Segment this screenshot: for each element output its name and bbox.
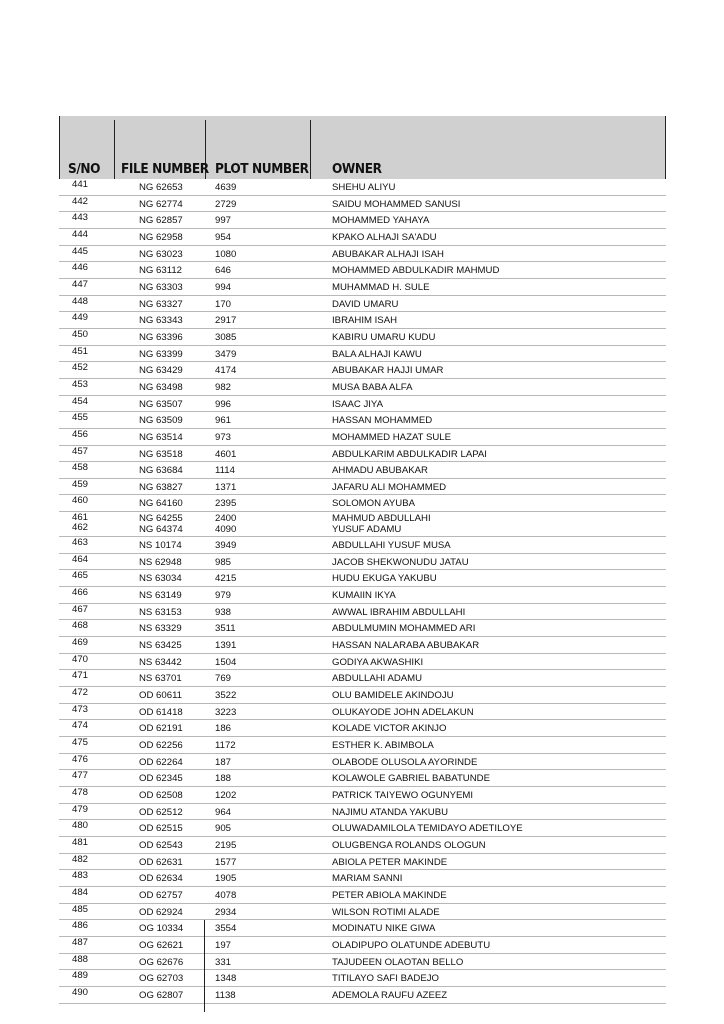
table-row [59,904,666,921]
table-row [59,887,666,904]
sno-cell: 479 [72,803,89,815]
plot-number-cell: 4090 [215,524,237,536]
plot-number-cell: 1391 [215,640,237,652]
plot-number-cell: 3479 [215,348,237,360]
sno-cell: 463 [72,537,89,549]
plot-number-cell: 1371 [215,481,237,493]
file-number-cell: NG 64160 [139,498,183,510]
table-row [59,495,666,512]
owner-cell: MUSA BABA ALFA [332,381,413,393]
owner-cell: MOHAMMED HAZAT SULE [332,431,452,443]
file-number-cell: NG 63509 [139,415,183,427]
file-number-cell: NG 63396 [139,331,183,343]
sno-cell: 455 [72,412,89,424]
owner-cell: PATRICK TAIYEWO OGUNYEMI [332,789,474,801]
file-number-cell: NS 63442 [139,656,182,668]
plot-number-cell: 1080 [215,248,237,260]
owner-cell: OLUKAYODE JOHN ADELAKUN [332,706,474,718]
owner-cell: ISAAC JIYA [332,398,384,410]
owner-cell: MOHAMMED YAHAYA [332,215,430,227]
header-left-border [59,116,60,179]
table-row [59,429,666,446]
sno-cell: 469 [72,637,89,649]
plot-number-cell: 1138 [215,989,236,1001]
sno-cell: 472 [72,687,89,699]
sno-cell: 445 [72,245,89,257]
plot-number-cell: 996 [215,398,232,410]
sno-cell: 452 [72,362,89,374]
file-number-cell: OD 62256 [139,740,183,751]
header-right-border [665,116,666,179]
table-row [59,620,666,637]
table-row [59,670,666,687]
owner-cell: SAIDU MOHAMMED SANUSI [332,198,461,210]
table-row [59,970,666,987]
table-row [59,920,666,937]
plot-number-cell: 3522 [215,690,237,702]
owner-cell: GODIYA AKWASHIKI [332,656,424,668]
sno-cell: 480 [72,820,89,832]
table-row [59,587,666,604]
table-row [59,412,666,429]
plot-number-cell: 1202 [215,789,237,801]
table-row [59,362,666,379]
plot-number-cell: 2729 [215,198,237,210]
file-number-cell: OD 62512 [139,806,183,818]
file-number-cell: OG 62676 [139,956,184,968]
owner-cell: ESTHER K. ABIMBOLA [332,740,434,751]
table-row [59,820,666,837]
table-header [59,116,666,179]
plot-number-cell: 905 [215,823,232,835]
table-row [59,704,666,721]
plot-number-cell: 1114 [215,465,235,477]
file-number-cell: OD 62757 [139,889,183,901]
table-row [59,479,666,496]
sno-cell: 481 [72,836,89,848]
file-number-cell: NS 63149 [139,590,182,602]
plot-number-cell: 2934 [215,906,237,918]
sno-cell: 473 [72,703,89,715]
file-number-cell: OD 62924 [139,906,183,918]
sno-cell: 468 [72,620,89,632]
plot-number-cell: 979 [215,590,232,602]
sno-cell: 475 [72,737,89,748]
plot-number-cell: 197 [215,939,232,951]
plot-number-cell: 973 [215,431,232,443]
file-number-cell: OG 62621 [139,939,184,951]
owner-cell: ABDULLAHI YUSUF MUSA [332,540,451,552]
plot-number-cell: 3085 [215,331,237,343]
owner-cell: OLUGBENGA ROLANDS OLOGUN [332,839,486,851]
owner-cell: OLADIPUPO OLATUNDE ADEBUTU [332,939,491,951]
table-row [59,329,666,346]
owner-cell: YUSUF ADAMU [332,524,402,536]
owner-cell: DAVID UMARU [332,298,399,310]
file-number-cell: NG 62774 [139,198,183,210]
sno-cell: 447 [72,278,89,290]
owner-cell: ABUBAKAR HAJJI UMAR [332,365,444,377]
file-number-cell: NG 63498 [139,381,183,393]
table-row [59,687,666,704]
file-number-cell: NS 10174 [139,540,182,552]
column-rule [204,920,205,1012]
plot-number-cell: 1905 [215,873,237,885]
table-row [59,179,666,196]
owner-cell: MUHAMMAD H. SULE [332,281,430,293]
file-number-cell: NG 63327 [139,298,183,310]
sno-cell: 485 [72,903,89,915]
sno-cell: 471 [72,670,89,682]
table-row [59,570,666,587]
owner-cell: ABDULKARIM ABDULKADIR LAPAI [332,448,487,460]
plot-number-cell: 2917 [215,315,237,327]
owner-cell: MODINATU NIKE GIWA [332,923,436,935]
sno-cell: 482 [72,853,89,865]
sno-cell: 464 [72,553,89,565]
file-number-cell: OD 62634 [139,873,183,885]
owner-cell: ABDULMUMIN MOHAMMED ARI [332,623,476,635]
plot-number-cell: 1504 [215,656,237,668]
file-number-cell: NG 62653 [139,182,183,193]
table-row-double [59,512,666,537]
owner-cell: ABDULLAHI ADAMU [332,673,423,685]
sno-cell: 456 [72,428,89,440]
plot-number-cell: 2400 [215,513,237,525]
header-file-number: FILE NUMBER [121,161,209,177]
owner-cell: NAJIMU ATANDA YAKUBU [332,806,449,818]
file-number-cell: OD 61418 [139,706,183,718]
owner-cell: SHEHU ALIYU [332,182,396,193]
sno-cell: 474 [72,720,89,732]
sno-cell: 442 [72,195,89,207]
plot-number-cell: 646 [215,265,232,277]
file-number-cell: OD 62515 [139,823,183,835]
sno-cell: 466 [72,587,89,599]
owner-cell: KOLADE VICTOR AKINJO [332,723,447,735]
table-row [59,854,666,871]
plot-number-cell: 187 [215,756,232,768]
plot-number-cell: 3554 [215,923,237,935]
sno-cell: 446 [72,262,89,274]
sno-cell: 449 [72,312,89,324]
plot-number-cell: 769 [215,673,232,685]
sno-cell: 444 [72,228,89,240]
owner-cell: KPAKO ALHAJI SA'ADU [332,231,437,243]
table-row [59,537,666,554]
plot-number-cell: 938 [215,606,232,618]
sno-cell: 448 [72,295,89,307]
table-row [59,737,666,754]
table-row [59,654,666,671]
owner-cell: OLABODE OLUSOLA AYORINDE [332,756,478,768]
plot-number-cell: 3949 [215,540,237,552]
table-row [59,212,666,229]
file-number-cell: OG 62807 [139,989,184,1001]
records-table [59,116,666,1004]
plot-number-cell: 4078 [215,889,237,901]
owner-cell: OLUWADAMILOLA TEMIDAYO ADETILOYE [332,823,523,835]
owner-cell: OLU BAMIDELE AKINDOJU [332,690,454,702]
header-divider [310,120,311,179]
file-number-cell: NS 63425 [139,640,182,652]
file-number-cell: NG 64255 [139,513,183,525]
owner-cell: MAHMUD ABDULLAHI [332,513,431,525]
header-plot-number: PLOT NUMBER [215,161,309,177]
owner-cell: HASSAN MOHAMMED [332,415,433,427]
sno-cell: 458 [72,462,89,474]
table-row [59,754,666,771]
sno-cell: 477 [72,770,89,782]
table-row [59,870,666,887]
file-number-cell: NG 63399 [139,348,183,360]
table-row [59,554,666,571]
sno-cell: 454 [72,395,89,407]
table-row [59,837,666,854]
plot-number-cell: 997 [215,215,232,227]
plot-number-cell: 961 [215,415,232,427]
sno-cell: 484 [72,886,89,898]
file-number-cell: NG 63303 [139,281,183,293]
plot-number-cell: 985 [215,556,232,568]
owner-cell: BALA ALHAJI KAWU [332,348,422,360]
owner-cell: KOLAWOLE GABRIEL BABATUNDE [332,773,490,785]
plot-number-cell: 964 [215,806,232,818]
file-number-cell: NG 63112 [139,265,183,277]
table-row [59,787,666,804]
plot-number-cell: 1577 [215,856,237,868]
sno-cell: 465 [72,570,89,582]
plot-number-cell: 954 [215,231,232,243]
owner-cell: HASSAN NALARABA ABUBAKAR [332,640,480,652]
sno-cell: 470 [72,653,89,665]
sno-cell: 478 [72,786,89,798]
plot-number-cell: 170 [215,298,232,310]
table-row [59,346,666,363]
owner-cell: TAJUDEEN OLAOTAN BELLO [332,956,464,968]
table-row [59,446,666,463]
owner-cell: ABUBAKAR ALHAJI ISAH [332,248,444,260]
table-row [59,462,666,479]
table-row [59,987,666,1004]
plot-number-cell: 1172 [215,740,236,751]
owner-cell: AHMADU ABUBAKAR [332,465,428,477]
owner-cell: MARIAM SANNI [332,873,403,885]
file-number-cell: NG 63429 [139,365,183,377]
plot-number-cell: 1348 [215,973,237,985]
file-number-cell: NG 63507 [139,398,183,410]
sno-cell: 443 [72,212,89,224]
owner-cell: PETER ABIOLA MAKINDE [332,889,447,901]
file-number-cell: NG 62958 [139,231,183,243]
sno-cell: 486 [72,920,89,932]
sno-cell: 457 [72,445,89,457]
file-number-cell: NS 63153 [139,606,182,618]
file-number-cell: NS 62948 [139,556,182,568]
table-row [59,296,666,313]
file-number-cell: NG 63514 [139,431,183,443]
owner-cell: WILSON ROTIMI ALADE [332,906,440,918]
table-row [59,770,666,787]
sno-cell: 450 [72,328,89,340]
table-row [59,229,666,246]
owner-cell: TITILAYO SAFI BADEJO [332,973,439,985]
file-number-cell: OD 62508 [139,789,183,801]
file-number-cell: NG 63827 [139,481,183,493]
plot-number-cell: 3223 [215,706,237,718]
file-number-cell: NS 63329 [139,623,182,635]
file-number-cell: OD 60611 [139,690,183,702]
owner-cell: ADEMOLA RAUFU AZEEZ [332,989,448,1001]
file-number-cell: NS 63701 [139,673,182,685]
header-sno: S/NO [68,161,101,177]
owner-cell: KUMAIIN IKYA [332,590,396,602]
sno-cell: 462 [72,522,89,534]
table-row [59,262,666,279]
owner-cell: JACOB SHEKWONUDU JATAU [332,556,469,568]
file-number-cell: NG 64374 [139,524,183,536]
table-row [59,196,666,213]
plot-number-cell: 3511 [215,623,236,635]
file-number-cell: NG 63684 [139,465,183,477]
table-row [59,954,666,971]
file-number-cell: NG 63518 [139,448,183,460]
sno-cell: 459 [72,478,89,490]
sno-cell: 467 [72,603,89,615]
header-divider [114,120,115,179]
plot-number-cell: 188 [215,773,232,785]
header-owner: OWNER [332,161,382,177]
plot-number-cell: 994 [215,281,232,293]
file-number-cell: OD 62264 [139,756,183,768]
table-body [59,179,666,512]
sno-cell: 453 [72,378,89,390]
sno-cell: 460 [72,495,89,507]
plot-number-cell: 2195 [215,839,237,851]
file-number-cell: OG 62703 [139,973,184,985]
table-row [59,937,666,954]
plot-number-cell: 4639 [215,182,237,193]
table-row [59,720,666,737]
plot-number-cell: 4215 [215,573,237,585]
owner-cell: ABIOLA PETER MAKINDE [332,856,448,868]
file-number-cell: OD 62631 [139,856,183,868]
sno-cell: 451 [72,345,89,357]
table-row [59,804,666,821]
plot-number-cell: 4174 [215,365,237,377]
file-number-cell: OD 62191 [139,723,183,735]
plot-number-cell: 186 [215,723,232,735]
owner-cell: KABIRU UMARU KUDU [332,331,436,343]
plot-number-cell: 2395 [215,498,237,510]
sno-cell: 441 [72,179,89,190]
sno-cell: 476 [72,753,89,765]
table-row [59,396,666,413]
table-row [59,312,666,329]
file-number-cell: OD 62345 [139,773,183,785]
owner-cell: MOHAMMED ABDULKADIR MAHMUD [332,265,500,277]
sno-cell: 488 [72,953,89,965]
sno-cell: 487 [72,936,89,948]
sno-cell: 490 [72,986,89,998]
file-number-cell: NS 63034 [139,573,182,585]
sno-cell: 483 [72,870,89,882]
owner-cell: AWWAL IBRAHIM ABDULLAHI [332,606,466,618]
table-row [59,279,666,296]
table-row [59,246,666,263]
file-number-cell: NG 62857 [139,215,183,227]
file-number-cell: NG 63343 [139,315,183,327]
owner-cell: HUDU EKUGA YAKUBU [332,573,437,585]
owner-cell: JAFARU ALI MOHAMMED [332,481,447,493]
file-number-cell: OG 10334 [139,923,184,935]
table-row [59,604,666,621]
plot-number-cell: 331 [215,956,232,968]
owner-cell: IBRAHIM ISAH [332,315,398,327]
table-body [59,537,666,1003]
sno-cell: 489 [72,970,89,982]
plot-number-cell: 982 [215,381,232,393]
file-number-cell: OD 62543 [139,839,183,851]
table-row [59,637,666,654]
plot-number-cell: 4601 [215,448,237,460]
owner-cell: SOLOMON AYUBA [332,498,415,510]
table-row [59,379,666,396]
sno-cell: 461 [72,512,89,524]
file-number-cell: NG 63023 [139,248,183,260]
